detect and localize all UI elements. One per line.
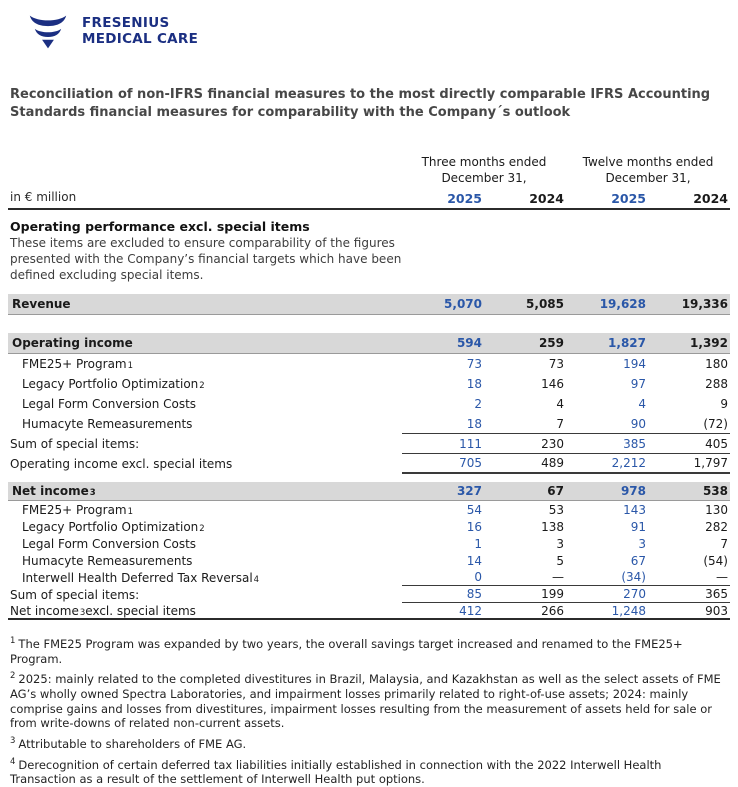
year-header-3m-2025: 2025 [447,191,482,207]
cell-value: 0 [474,570,482,585]
cell-value: 259 [538,336,564,351]
brand-name [82,15,198,47]
cell-value: 73 [548,357,564,372]
cell-value: 18 [466,416,482,431]
footnote-number: 2 [10,671,16,682]
year-header-3m-2024: 2024 [529,191,564,207]
brand-header [0,12,738,56]
cell-value: 19,628 [599,297,646,312]
row-label: Interwell Health Deferred Tax Reversal [22,570,253,585]
note-body: These items are excluded to ensure comparability of the figures presented with the Company’s financial targets which have been defined excluding special items. [10,236,402,283]
cell-value: 266 [541,603,564,618]
page-title: Reconciliation of non-IFRS financial measures to the most directly comparable IFRS Accounting Standards financial measures for comparability with the Company´s outlook [10,87,711,120]
cell-value: 67 [547,484,564,499]
row-label: Operating income excl. special items [10,457,233,472]
cell-value: 270 [623,587,646,602]
table-row-interwell-tax-reversal: Interwell Health Deferred Tax Reversal 4 0 — (34) — [22,570,728,585]
header-divider [8,208,730,210]
cell-value: 3 [556,536,564,551]
table-row-operating-income [8,333,730,354]
footnotes [10,636,728,787]
table-row-net-income: Net income 3 327 67 978 538 [8,482,730,501]
table-row-fme25-program: FME25+ Program 1 73 73 194 180 [22,357,728,372]
footnote-4 [10,757,724,787]
cell-value: 67 [630,553,646,568]
cell-value: 2,212 [611,456,646,471]
cell-value: — [716,570,728,585]
table-row-fme25-program-ni: FME25+ Program 1 54 53 143 130 [22,502,728,517]
cell-value: 594 [456,336,482,351]
brand-name-line1: FRESENIUS [82,15,170,31]
cell-value: 180 [705,357,728,372]
table-row-legacy-portfolio: Legacy Portfolio Optimization 2 18 146 97 288 [22,377,728,392]
cell-value: (54) [703,553,728,568]
cell-value: (72) [703,416,728,431]
cell-value: 5,085 [526,297,564,312]
cell-value: 54 [466,502,482,517]
cell-value: 53 [548,502,564,517]
cell-value: 97 [630,377,646,392]
row-label: Humacyte Remeasurements [22,417,193,432]
table-header [8,155,730,206]
cell-value: 327 [456,484,482,499]
cell-value: 16 [466,519,482,534]
cell-value: 19,336 [681,297,728,312]
row-label-suffix: excl. special items [85,603,196,618]
brand-name-line2: MEDICAL CARE [82,31,199,48]
cell-value: 7 [556,416,564,431]
cell-value: 143 [623,502,646,517]
cell-value: 405 [705,436,728,451]
cell-value: 130 [705,502,728,517]
row-label: Legacy Portfolio Optimization [22,377,199,392]
unit-label: in € million [10,190,77,205]
row-label: Legal Form Conversion Costs [22,397,197,412]
cell-value: 230 [541,436,564,451]
cell-value: 365 [705,587,728,602]
cell-value: 5,070 [444,297,482,312]
cell-value: 412 [459,603,482,618]
table-row-humacyte-ni [8,552,730,569]
cell-value: 14 [466,553,482,568]
cell-value: 1 [474,536,482,551]
cell-value: 4 [638,397,646,412]
cell-value: 4 [556,397,564,412]
cell-value: 111 [459,436,482,451]
reconciliation-table [8,155,730,620]
footnote-number: 3 [10,736,16,747]
table-row-legal-form-costs [8,394,730,414]
table-row-revenue [8,294,730,315]
spacer [8,315,730,333]
cell-value: 9 [720,397,728,412]
cell-value: 1,392 [690,336,728,351]
footnote-1 [10,636,724,666]
footnote-text: 2025: mainly related to the completed divestitures in Brazil, Malaysia, and Kazakhstan as well as the select assets of FME AG’s wholly owned Spectra Laboratories, and impairment losses primarily related to right-of-use assets; 2024: mainly comprise gains and losses from divestitures, impairment losses resulting from the measurement of assets held for sale or from write-downs of related non-current assets. [10,672,721,731]
table-row-legal-form-costs-ni [8,535,730,552]
footnote-number: 4 [10,756,16,767]
row-label: Operating income [12,336,133,351]
table-row-sum-special-items-ni [8,586,730,603]
footnote-text: Attributable to shareholders of FME AG. [18,736,247,751]
cell-value: 3 [638,536,646,551]
footnote-3 [10,736,724,752]
table-row-humacyte [8,414,730,434]
note-heading: Operating performance excl. special items [10,219,310,235]
cell-value: 18 [466,377,482,392]
row-label: Humacyte Remeasurements [22,553,193,568]
year-header-12m-2025: 2025 [611,191,646,207]
cell-value: 1,827 [608,336,646,351]
cell-value: (34) [621,570,646,585]
table-row-operating-income-excl [8,454,730,474]
cell-value: — [552,570,564,585]
cell-value: 1,248 [611,603,646,618]
cell-value: 978 [620,484,646,499]
table-row-net-income-excl: Net income 3 excl. special items 412 266 1,248 903 [8,603,730,620]
cell-value: 288 [705,377,728,392]
row-label: Revenue [12,297,71,312]
row-label: Net income [12,484,89,499]
cell-value: 91 [630,519,646,534]
col-group-twelve-months: Twelve months ended December 31, [582,155,714,185]
table-row-sum-special-items [8,434,730,454]
table-row-legacy-portfolio-ni: Legacy Portfolio Optimization 2 16 138 91 282 [22,519,728,534]
spacer [8,474,730,482]
cell-value: 194 [623,357,646,372]
cell-value: 385 [623,436,646,451]
row-label: Legal Form Conversion Costs [22,536,197,551]
row-label: FME25+ Program [22,357,127,372]
footnote-number: 1 [10,636,16,647]
footnote-text: Derecognition of certain deferred tax liabilities initially established in connection with the 2022 Interwell Health Transaction as a result of the settlement of Interwell Health put options. [10,757,662,787]
cell-value: 489 [541,456,564,471]
row-label: Sum of special items: [10,587,140,602]
cell-value: 73 [466,357,482,372]
row-label: Net income [10,603,79,618]
cell-value: 2 [474,397,482,412]
cell-value: 538 [702,484,728,499]
cell-value: 146 [541,377,564,392]
cell-value: 1,797 [693,456,728,471]
cell-value: 90 [630,416,646,431]
cell-value: 138 [541,519,564,534]
cell-value: 705 [459,456,482,471]
year-header-12m-2024: 2024 [693,191,728,207]
row-label: Sum of special items: [10,437,140,452]
fme-logo-icon [28,13,68,51]
cell-value: 903 [705,603,728,618]
cell-value: 7 [720,536,728,551]
cell-value: 199 [541,587,564,602]
row-label: Legacy Portfolio Optimization [22,519,199,534]
col-group-three-months: Three months ended December 31, [421,155,547,185]
footnote-2 [10,671,724,731]
section-note [8,219,730,284]
cell-value: 5 [556,553,564,568]
cell-value: 85 [466,587,482,602]
cell-value: 282 [705,519,728,534]
footnote-text: The FME25 Program was expanded by two years, the overall savings target increased and renamed to the FME25+ Program. [10,636,683,666]
row-label: FME25+ Program [22,502,127,517]
